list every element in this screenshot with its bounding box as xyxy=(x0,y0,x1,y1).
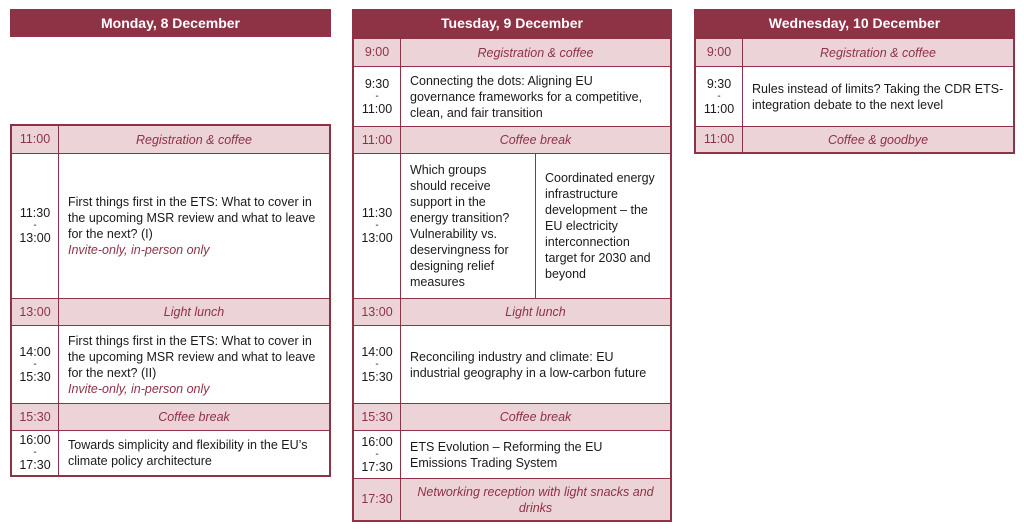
session-title: Reconciling industry and climate: EU industrial geography in a low-carbon future xyxy=(410,349,647,380)
session-cell xyxy=(59,326,329,403)
schedule-row-break xyxy=(12,298,329,325)
session-title: Which groups should receive support in the energy transition? Vulnerability vs. deservingness for designing relief measures xyxy=(410,163,510,289)
session-cell xyxy=(59,299,329,325)
time-cell: 14:00 - 15:30 xyxy=(12,326,59,403)
schedule-row-break xyxy=(354,126,670,153)
time-cell: 16:00 - 17:30 xyxy=(12,431,59,475)
day-column-tuesday xyxy=(352,9,672,523)
schedule-row-break xyxy=(354,478,670,520)
parallel-session-right xyxy=(535,154,670,298)
schedule-table-monday xyxy=(10,124,331,477)
break-label: Coffee break xyxy=(158,410,230,424)
time-cell: 11:00 xyxy=(696,127,743,152)
time-cell: 11:30 - 13:00 xyxy=(354,154,401,298)
time-cell: 9:00 xyxy=(696,39,743,66)
session-cell xyxy=(401,299,670,325)
session-title: First things first in the ETS: What to cover in the upcoming MSR review and what to leave for the next? (I) xyxy=(68,195,316,241)
time-cell: 9:30 - 11:00 xyxy=(354,67,401,126)
break-label: Registration & coffee xyxy=(819,45,937,60)
break-label: Light lunch xyxy=(163,305,225,319)
session-cell xyxy=(743,67,1013,126)
break-label: Coffee & goodbye xyxy=(827,132,929,147)
time-cell: 13:00 xyxy=(12,299,59,325)
session-cell xyxy=(401,326,670,403)
session-cell xyxy=(401,431,670,478)
session-cell xyxy=(59,154,329,298)
session-note: Invite-only, in-person only xyxy=(68,243,210,257)
session-cell xyxy=(401,39,670,66)
session-cell xyxy=(401,67,670,126)
schedule-row-session xyxy=(12,153,329,298)
time-cell: 11:00 xyxy=(12,126,59,153)
schedule-row-break xyxy=(354,39,670,66)
session-title: Towards simplicity and flexibility in the EU’s climate policy architecture xyxy=(68,438,308,468)
parallel-session-left xyxy=(401,154,535,298)
session-cell xyxy=(401,479,670,520)
day-column-monday xyxy=(10,9,331,479)
break-label: Registration & coffee xyxy=(135,132,253,147)
break-label: Networking reception with light snacks and drinks xyxy=(417,484,654,515)
schedule-table-tuesday xyxy=(352,37,672,522)
schedule-row-parallel-sessions xyxy=(354,153,670,298)
break-label: Light lunch xyxy=(505,305,566,319)
time-cell: 9:00 xyxy=(354,39,401,66)
schedule-row-session xyxy=(12,430,329,475)
session-note: Invite-only, in-person only xyxy=(68,381,210,396)
break-label: Coffee break xyxy=(499,133,572,147)
time-cell: 16:00 - 17:30 xyxy=(354,431,401,478)
session-cell xyxy=(401,127,670,153)
time-cell: 9:30 - 11:00 xyxy=(696,67,743,126)
schedule-row-session xyxy=(354,66,670,126)
day-header-monday: Monday, 8 December xyxy=(10,9,331,37)
schedule-row-session xyxy=(12,325,329,403)
schedule-row-break xyxy=(12,403,329,430)
schedule-row-break xyxy=(12,126,329,153)
session-cell xyxy=(59,126,329,153)
time-cell: 17:30 xyxy=(354,479,401,520)
schedule-row-break xyxy=(354,403,670,430)
session-cell xyxy=(401,404,670,430)
session-title: First things first in the ETS: What to cover in the upcoming MSR review and what to leave for the next? (II) xyxy=(68,333,316,380)
session-title: ETS Evolution – Reforming the EU Emissions Trading System xyxy=(410,439,603,470)
parallel-sessions xyxy=(401,154,670,298)
schedule-row-break xyxy=(354,298,670,325)
session-title: Connecting the dots: Aligning EU governance frameworks for a competitive, clean, and fair transition xyxy=(410,73,643,120)
schedule-row-break xyxy=(696,39,1013,66)
time-cell: 11:00 xyxy=(354,127,401,153)
session-cell xyxy=(59,404,329,430)
time-cell: 14:00 - 15:30 xyxy=(354,326,401,403)
session-cell xyxy=(743,39,1013,66)
session-title: Rules instead of limits? Taking the CDR ETS-integration debate to the next level xyxy=(752,81,1004,112)
schedule-row-session xyxy=(354,325,670,403)
schedule-row-session xyxy=(354,430,670,478)
session-title: Coordinated energy infrastructure development – the EU electricity interconnection target for 2030 and beyond xyxy=(545,171,655,281)
schedule-row-session xyxy=(696,66,1013,126)
time-cell: 15:30 xyxy=(354,404,401,430)
session-cell xyxy=(743,127,1013,152)
break-label: Coffee break xyxy=(499,410,572,424)
time-cell: 13:00 xyxy=(354,299,401,325)
break-label: Registration & coffee xyxy=(477,45,594,60)
time-cell: 11:30 - 13:00 xyxy=(12,154,59,298)
session-cell xyxy=(59,431,329,475)
schedule-table-wednesday xyxy=(694,37,1015,154)
day-header-tuesday: Tuesday, 9 December xyxy=(352,9,672,37)
time-cell: 15:30 xyxy=(12,404,59,430)
schedule-row-break xyxy=(696,126,1013,152)
day-header-wednesday: Wednesday, 10 December xyxy=(694,9,1015,37)
day-column-wednesday xyxy=(694,9,1015,154)
